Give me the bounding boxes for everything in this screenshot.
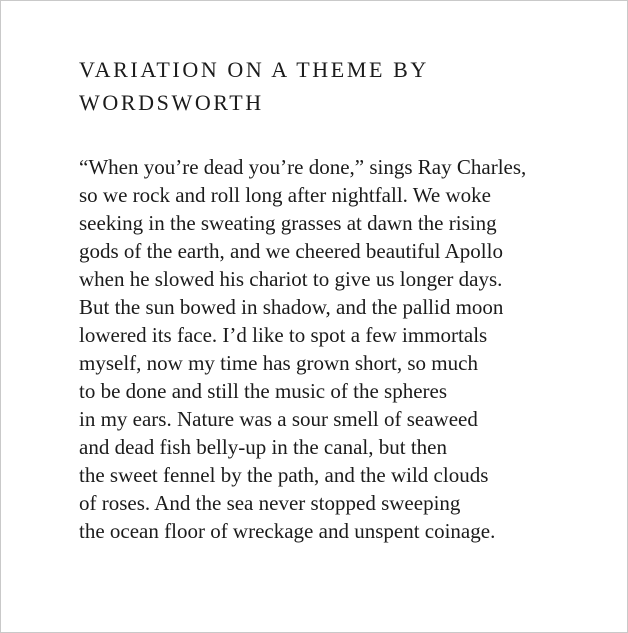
poem-line: But the sun bowed in shadow, and the pallid moon [79, 295, 504, 319]
poem-line: the sweet fennel by the path, and the wild clouds [79, 463, 489, 487]
poem-line: in my ears. Nature was a sour smell of seaweed [79, 407, 478, 431]
poem-title [79, 53, 579, 119]
poem-line: when he slowed his chariot to give us longer days. [79, 267, 503, 291]
poem-line: lowered its face. I’d like to spot a few immortals [79, 323, 488, 347]
poem-line: myself, now my time has grown short, so much [79, 351, 478, 375]
poem-line: “When you’re dead you’re done,” sings Ray Charles, [79, 155, 527, 179]
poem-line: and dead fish belly-up in the canal, but then [79, 435, 447, 459]
poem-line: the ocean floor of wreckage and unspent coinage. [79, 519, 496, 543]
poem-line: so we rock and roll long after nightfall. We woke [79, 183, 491, 207]
poem-line: to be done and still the music of the spheres [79, 379, 448, 403]
poem-title-line: VARIATION ON A THEME BY [79, 57, 429, 82]
poem-line: of roses. And the sea never stopped sweeping [79, 491, 461, 515]
poem-line: seeking in the sweating grasses at dawn the rising [79, 211, 497, 235]
poem-title-line: WORDSWORTH [79, 90, 264, 115]
poem-content [79, 53, 579, 545]
poem-line: gods of the earth, and we cheered beautiful Apollo [79, 239, 503, 263]
poem-body [79, 153, 579, 545]
